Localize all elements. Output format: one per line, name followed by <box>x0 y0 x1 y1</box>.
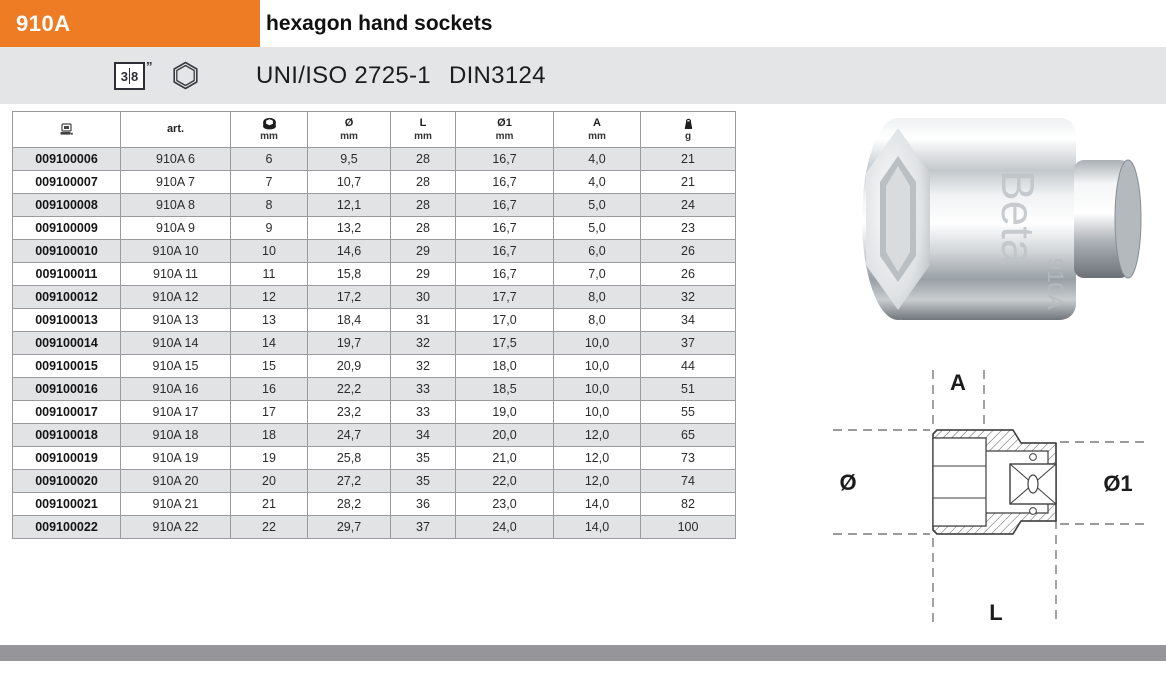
table-row <box>13 332 736 355</box>
cell-code: 009100011 <box>13 263 121 286</box>
cell-A: 10,0 <box>554 355 641 378</box>
cell-art: 910A 11 <box>121 263 231 286</box>
col-header-hex <box>231 112 308 148</box>
spec-table-wrap <box>12 111 736 539</box>
cell-dia: 9,5 <box>308 148 391 171</box>
cell-A: 6,0 <box>554 240 641 263</box>
cell-dia: 27,2 <box>308 470 391 493</box>
col-header-weight <box>641 112 736 148</box>
cell-weight: 100 <box>641 516 736 539</box>
cell-hex: 18 <box>231 424 308 447</box>
col-label-A: A <box>593 117 601 130</box>
cell-weight: 51 <box>641 378 736 401</box>
cell-code: 009100016 <box>13 378 121 401</box>
cell-code: 009100014 <box>13 332 121 355</box>
fraction-divider <box>129 68 130 84</box>
cell-dia: 15,8 <box>308 263 391 286</box>
cell-dia1: 20,0 <box>456 424 554 447</box>
cell-L: 28 <box>391 194 456 217</box>
cell-dia1: 23,0 <box>456 493 554 516</box>
cell-hex: 22 <box>231 516 308 539</box>
product-code-icon <box>58 123 75 136</box>
cell-dia1: 17,5 <box>456 332 554 355</box>
cell-dia: 19,7 <box>308 332 391 355</box>
cell-A: 10,0 <box>554 378 641 401</box>
label-A: A <box>950 370 966 395</box>
cell-code: 009100007 <box>13 171 121 194</box>
cell-hex: 8 <box>231 194 308 217</box>
cell-L: 29 <box>391 240 456 263</box>
table-row <box>13 194 736 217</box>
cell-L: 33 <box>391 378 456 401</box>
cell-dia: 25,8 <box>308 447 391 470</box>
col-unit-dia1: mm <box>495 130 514 142</box>
cell-art: 910A 10 <box>121 240 231 263</box>
cell-weight: 82 <box>641 493 736 516</box>
col-label-art: art. <box>166 123 185 136</box>
cell-weight: 65 <box>641 424 736 447</box>
cell-L: 37 <box>391 516 456 539</box>
col-header-L <box>391 112 456 148</box>
col-unit-dia: mm <box>340 130 358 142</box>
cell-code: 009100019 <box>13 447 121 470</box>
col-label-dia1: Ø1 <box>497 117 512 130</box>
cell-art: 910A 22 <box>121 516 231 539</box>
cell-dia1: 18,0 <box>456 355 554 378</box>
product-code-banner <box>0 0 260 47</box>
cell-weight: 32 <box>641 286 736 309</box>
cell-hex: 19 <box>231 447 308 470</box>
cell-art: 910A 6 <box>121 148 231 171</box>
cell-dia: 10,7 <box>308 171 391 194</box>
table-row <box>13 286 736 309</box>
cell-dia1: 24,0 <box>456 516 554 539</box>
socket-hex-icon <box>262 117 277 130</box>
cell-L: 28 <box>391 217 456 240</box>
cell-art: 910A 13 <box>121 309 231 332</box>
label-dia: Ø <box>839 470 857 495</box>
cell-dia1: 16,7 <box>456 194 554 217</box>
table-row <box>13 240 736 263</box>
cell-art: 910A 18 <box>121 424 231 447</box>
cell-dia1: 19,0 <box>456 401 554 424</box>
page-title: hexagon hand sockets <box>266 11 493 35</box>
drive-fraction-denominator: 8 <box>131 68 139 84</box>
table-row <box>13 171 736 194</box>
cell-dia1: 16,7 <box>456 263 554 286</box>
cell-L: 31 <box>391 309 456 332</box>
cell-dia: 13,2 <box>308 217 391 240</box>
cell-hex: 13 <box>231 309 308 332</box>
standards-text <box>256 47 546 104</box>
cell-dia: 14,6 <box>308 240 391 263</box>
cell-A: 14,0 <box>554 493 641 516</box>
cell-hex: 10 <box>231 240 308 263</box>
cell-A: 4,0 <box>554 171 641 194</box>
cell-art: 910A 15 <box>121 355 231 378</box>
cell-art: 910A 20 <box>121 470 231 493</box>
cell-A: 5,0 <box>554 217 641 240</box>
table-row <box>13 470 736 493</box>
product-code: 910A <box>16 10 71 36</box>
cell-weight: 21 <box>641 148 736 171</box>
cell-art: 910A 12 <box>121 286 231 309</box>
cell-hex: 17 <box>231 401 308 424</box>
drive-fraction-numerator: 3 <box>120 68 128 84</box>
cell-art: 910A 9 <box>121 217 231 240</box>
cell-A: 4,0 <box>554 148 641 171</box>
cell-dia1: 18,5 <box>456 378 554 401</box>
cell-art: 910A 19 <box>121 447 231 470</box>
cell-hex: 9 <box>231 217 308 240</box>
cell-weight: 37 <box>641 332 736 355</box>
footer-bar <box>0 645 1166 661</box>
cell-dia: 22,2 <box>308 378 391 401</box>
cell-weight: 74 <box>641 470 736 493</box>
cell-L: 35 <box>391 470 456 493</box>
table-row <box>13 148 736 171</box>
cell-code: 009100008 <box>13 194 121 217</box>
col-header-A <box>554 112 641 148</box>
technical-drawing <box>808 352 1152 644</box>
table-row <box>13 516 736 539</box>
cell-weight: 44 <box>641 355 736 378</box>
cell-hex: 6 <box>231 148 308 171</box>
cell-L: 34 <box>391 424 456 447</box>
cell-A: 8,0 <box>554 286 641 309</box>
col-header-code <box>13 112 121 148</box>
cell-weight: 73 <box>641 447 736 470</box>
cell-hex: 16 <box>231 378 308 401</box>
cell-weight: 24 <box>641 194 736 217</box>
cell-dia: 20,9 <box>308 355 391 378</box>
label-L: L <box>989 600 1003 625</box>
cell-code: 009100017 <box>13 401 121 424</box>
cell-hex: 11 <box>231 263 308 286</box>
cell-hex: 15 <box>231 355 308 378</box>
label-dia1: Ø1 <box>1103 471 1133 496</box>
cell-art: 910A 21 <box>121 493 231 516</box>
cell-dia: 18,4 <box>308 309 391 332</box>
cell-A: 12,0 <box>554 447 641 470</box>
cell-dia: 28,2 <box>308 493 391 516</box>
cell-weight: 34 <box>641 309 736 332</box>
spec-table <box>12 111 736 539</box>
cell-code: 009100021 <box>13 493 121 516</box>
col-label-dia: Ø <box>344 117 354 130</box>
weight-icon <box>683 117 694 130</box>
cell-art: 910A 17 <box>121 401 231 424</box>
cell-weight: 55 <box>641 401 736 424</box>
cell-dia1: 16,7 <box>456 148 554 171</box>
cell-dia1: 16,7 <box>456 171 554 194</box>
cell-A: 7,0 <box>554 263 641 286</box>
cell-hex: 20 <box>231 470 308 493</box>
cell-A: 8,0 <box>554 309 641 332</box>
inch-mark: ” <box>146 59 153 74</box>
cell-dia1: 16,7 <box>456 240 554 263</box>
engraving-model: 910A <box>1043 258 1068 310</box>
cell-art: 910A 8 <box>121 194 231 217</box>
cell-L: 33 <box>391 401 456 424</box>
cell-code: 009100012 <box>13 286 121 309</box>
table-row <box>13 217 736 240</box>
cell-A: 12,0 <box>554 424 641 447</box>
product-photo <box>852 108 1150 336</box>
standards-bar <box>0 47 1166 104</box>
col-header-dia <box>308 112 391 148</box>
cell-L: 32 <box>391 332 456 355</box>
cell-L: 35 <box>391 447 456 470</box>
hexagon-icon <box>170 60 201 96</box>
table-row <box>13 309 736 332</box>
table-row <box>13 424 736 447</box>
cell-L: 29 <box>391 263 456 286</box>
table-row <box>13 355 736 378</box>
cell-A: 12,0 <box>554 470 641 493</box>
cell-dia: 12,1 <box>308 194 391 217</box>
cell-dia1: 21,0 <box>456 447 554 470</box>
cell-L: 28 <box>391 148 456 171</box>
cell-code: 009100010 <box>13 240 121 263</box>
table-row <box>13 493 736 516</box>
cell-dia1: 17,0 <box>456 309 554 332</box>
col-unit-A: mm <box>588 130 606 142</box>
col-unit-weight: g <box>684 131 692 142</box>
socket-section <box>933 430 1056 534</box>
col-unit-hex: mm <box>260 131 278 142</box>
cell-dia1: 22,0 <box>456 470 554 493</box>
cell-code: 009100018 <box>13 424 121 447</box>
cell-A: 10,0 <box>554 332 641 355</box>
table-body <box>13 148 736 539</box>
table-row <box>13 378 736 401</box>
cell-A: 5,0 <box>554 194 641 217</box>
cell-dia: 17,2 <box>308 286 391 309</box>
cell-A: 10,0 <box>554 401 641 424</box>
table-row <box>13 263 736 286</box>
engraving-brand: Beta <box>992 170 1044 265</box>
col-header-dia1 <box>456 112 554 148</box>
cell-L: 36 <box>391 493 456 516</box>
drive-size-icon <box>114 62 145 90</box>
cell-weight: 26 <box>641 263 736 286</box>
col-unit-L: mm <box>414 130 432 142</box>
cell-art: 910A 14 <box>121 332 231 355</box>
table-row <box>13 401 736 424</box>
cell-art: 910A 16 <box>121 378 231 401</box>
cell-dia1: 16,7 <box>456 217 554 240</box>
cell-hex: 14 <box>231 332 308 355</box>
table-row <box>13 447 736 470</box>
cell-hex: 21 <box>231 493 308 516</box>
cell-code: 009100009 <box>13 217 121 240</box>
cell-dia1: 17,7 <box>456 286 554 309</box>
standard-uni-iso: UNI/ISO 2725-1 <box>256 61 431 89</box>
cell-L: 28 <box>391 171 456 194</box>
cell-weight: 26 <box>641 240 736 263</box>
cell-L: 30 <box>391 286 456 309</box>
standard-din: DIN3124 <box>448 61 546 89</box>
cell-code: 009100006 <box>13 148 121 171</box>
cell-code: 009100022 <box>13 516 121 539</box>
cell-weight: 23 <box>641 217 736 240</box>
cell-hex: 7 <box>231 171 308 194</box>
cell-code: 009100013 <box>13 309 121 332</box>
cell-dia: 23,2 <box>308 401 391 424</box>
cell-weight: 21 <box>641 171 736 194</box>
cell-dia: 29,7 <box>308 516 391 539</box>
cell-code: 009100015 <box>13 355 121 378</box>
cell-dia: 24,7 <box>308 424 391 447</box>
col-label-L: L <box>419 117 427 130</box>
table-header-row <box>13 112 736 148</box>
cell-hex: 12 <box>231 286 308 309</box>
col-header-art <box>121 112 231 148</box>
cell-art: 910A 7 <box>121 171 231 194</box>
cell-code: 009100020 <box>13 470 121 493</box>
cell-L: 32 <box>391 355 456 378</box>
cell-A: 14,0 <box>554 516 641 539</box>
